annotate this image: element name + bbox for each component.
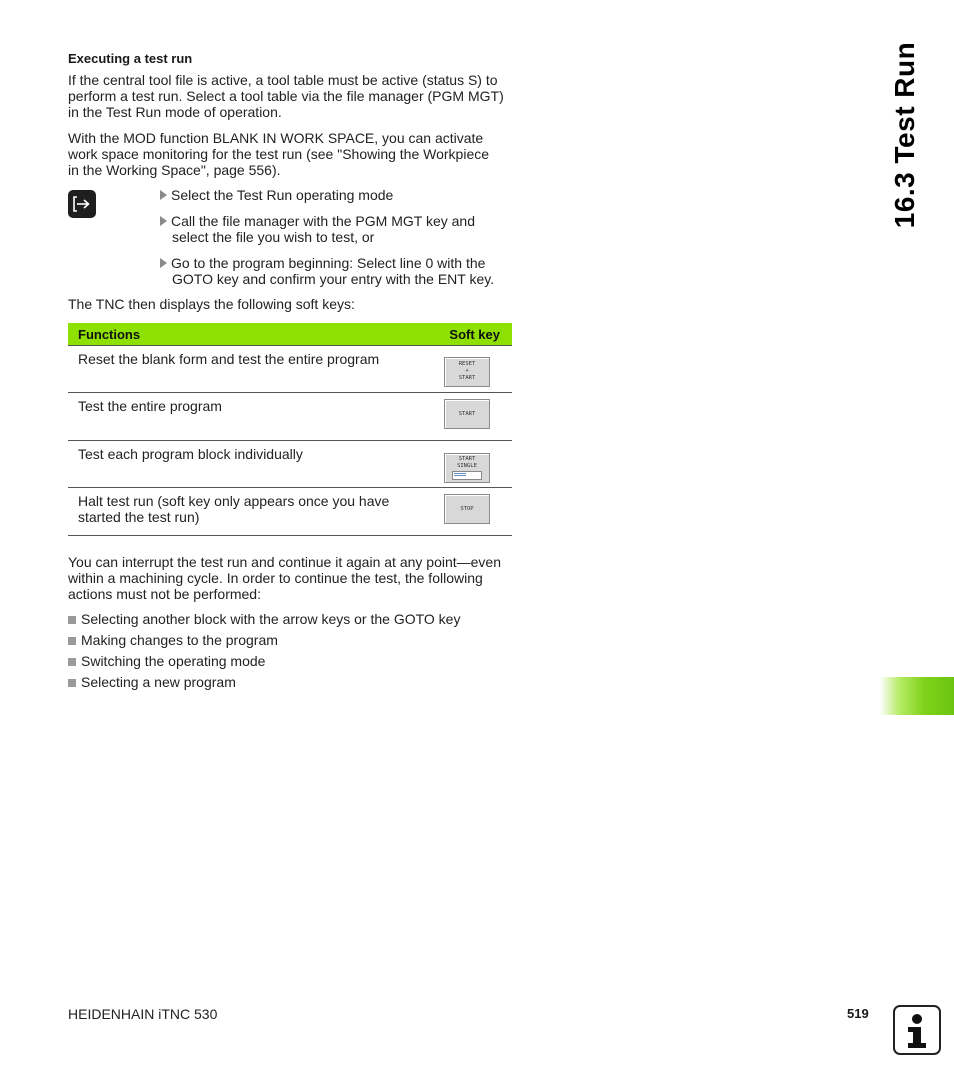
row-description — [68, 441, 420, 488]
text-line: in the Working Space", page 556). — [68, 162, 281, 178]
softkeys-intro: The TNC then displays the following soft keys: — [68, 296, 355, 312]
text-line: actions must not be performed: — [68, 586, 261, 602]
table-row — [68, 441, 512, 488]
softkey-label: + — [465, 368, 469, 374]
stop-softkey[interactable] — [444, 494, 490, 524]
col-functions: Functions — [68, 323, 420, 346]
desc-line: Halt test run (soft key only appears once you have — [78, 493, 390, 509]
text-line: perform a test run. Select a tool table via the file manager (PGM MGT) — [68, 88, 504, 104]
col-softkey: Soft key — [420, 323, 512, 346]
desc-line: started the test run) — [78, 509, 200, 525]
section-heading: Executing a test run — [68, 51, 193, 66]
text-line: in the Test Run mode of operation. — [68, 104, 282, 120]
row-softkey-cell — [420, 488, 512, 536]
test-run-mode-icon — [68, 190, 96, 218]
row-softkey-cell — [420, 346, 512, 393]
step-text: Call the file manager with the PGM MGT key and — [171, 213, 475, 229]
softkey-label: START — [458, 375, 476, 381]
softkey-label: SINGLE — [457, 463, 477, 469]
bullet-square-icon — [68, 679, 76, 687]
side-chapter-title — [860, 40, 950, 230]
row-description — [68, 488, 420, 536]
intro-paragraph — [68, 72, 518, 120]
row-softkey-cell — [420, 393, 512, 441]
step-arrow-icon — [160, 258, 167, 268]
bullet-square-icon — [68, 616, 76, 624]
start-single-softkey[interactable] — [444, 453, 490, 483]
reset-start-softkey[interactable] — [444, 357, 490, 387]
bullet-text: Selecting a new program — [81, 674, 236, 690]
bullet-text: Switching the operating mode — [81, 653, 266, 669]
functions-table — [68, 323, 512, 536]
text-line: work space monitoring for the test run (see "Showing the Workpiece — [68, 146, 490, 162]
text-line: within a machining cycle. In order to continue the test, the following — [68, 570, 483, 586]
step-text: Go to the program beginning: Select line 0 with the — [171, 255, 486, 271]
softkey-label: START — [458, 410, 476, 417]
softkey-label: START — [458, 456, 476, 462]
single-block-icon — [452, 471, 482, 480]
bullet-text: Making changes to the program — [81, 632, 278, 648]
footer-left: HEIDENHAIN iTNC 530 — [68, 1006, 218, 1022]
page-number: 519 — [847, 1006, 869, 1021]
softkey-label: STOP — [460, 505, 474, 512]
table-row — [68, 393, 512, 441]
softkey-label: RESET — [458, 361, 476, 367]
text-line: You can interrupt the test run and continue it again at any point—even — [68, 554, 502, 570]
table-header-row — [68, 323, 512, 346]
step-arrow-icon — [160, 190, 167, 200]
mod-paragraph — [68, 130, 518, 178]
desc-line: Test each program block individually — [78, 446, 303, 462]
bullet-text: Selecting another block with the arrow keys or the GOTO key — [81, 611, 461, 627]
step-text: GOTO key and confirm your entry with the ENT key. — [172, 271, 495, 287]
table-row — [68, 346, 512, 393]
step-3 — [160, 255, 520, 287]
info-icon — [893, 1005, 941, 1055]
desc-line: Reset the blank form and test the entire program — [78, 351, 380, 367]
step-text: Select the Test Run operating mode — [171, 187, 394, 203]
bullet-item — [68, 632, 278, 648]
bullet-item — [68, 653, 265, 669]
text-line: With the MOD function BLANK IN WORK SPACE, you can activate — [68, 130, 484, 146]
desc-line: Test the entire program — [78, 398, 222, 414]
table-row — [68, 488, 512, 536]
start-softkey[interactable] — [444, 399, 490, 429]
step-arrow-icon — [160, 216, 167, 226]
bullet-item — [68, 674, 236, 690]
text-line: If the central tool file is active, a tool table must be active (status S) to — [68, 72, 498, 88]
row-description — [68, 346, 420, 393]
side-title-text: 16.3 Test Run — [889, 41, 920, 229]
row-softkey-cell — [420, 441, 512, 488]
bullet-square-icon — [68, 658, 76, 666]
bullet-item — [68, 611, 460, 627]
interrupt-paragraph — [68, 554, 518, 602]
bullet-square-icon — [68, 637, 76, 645]
step-text: select the file you wish to test, or — [172, 229, 375, 245]
chapter-tab — [880, 677, 954, 715]
row-description — [68, 393, 420, 441]
step-1 — [160, 187, 520, 203]
step-2 — [160, 213, 520, 245]
